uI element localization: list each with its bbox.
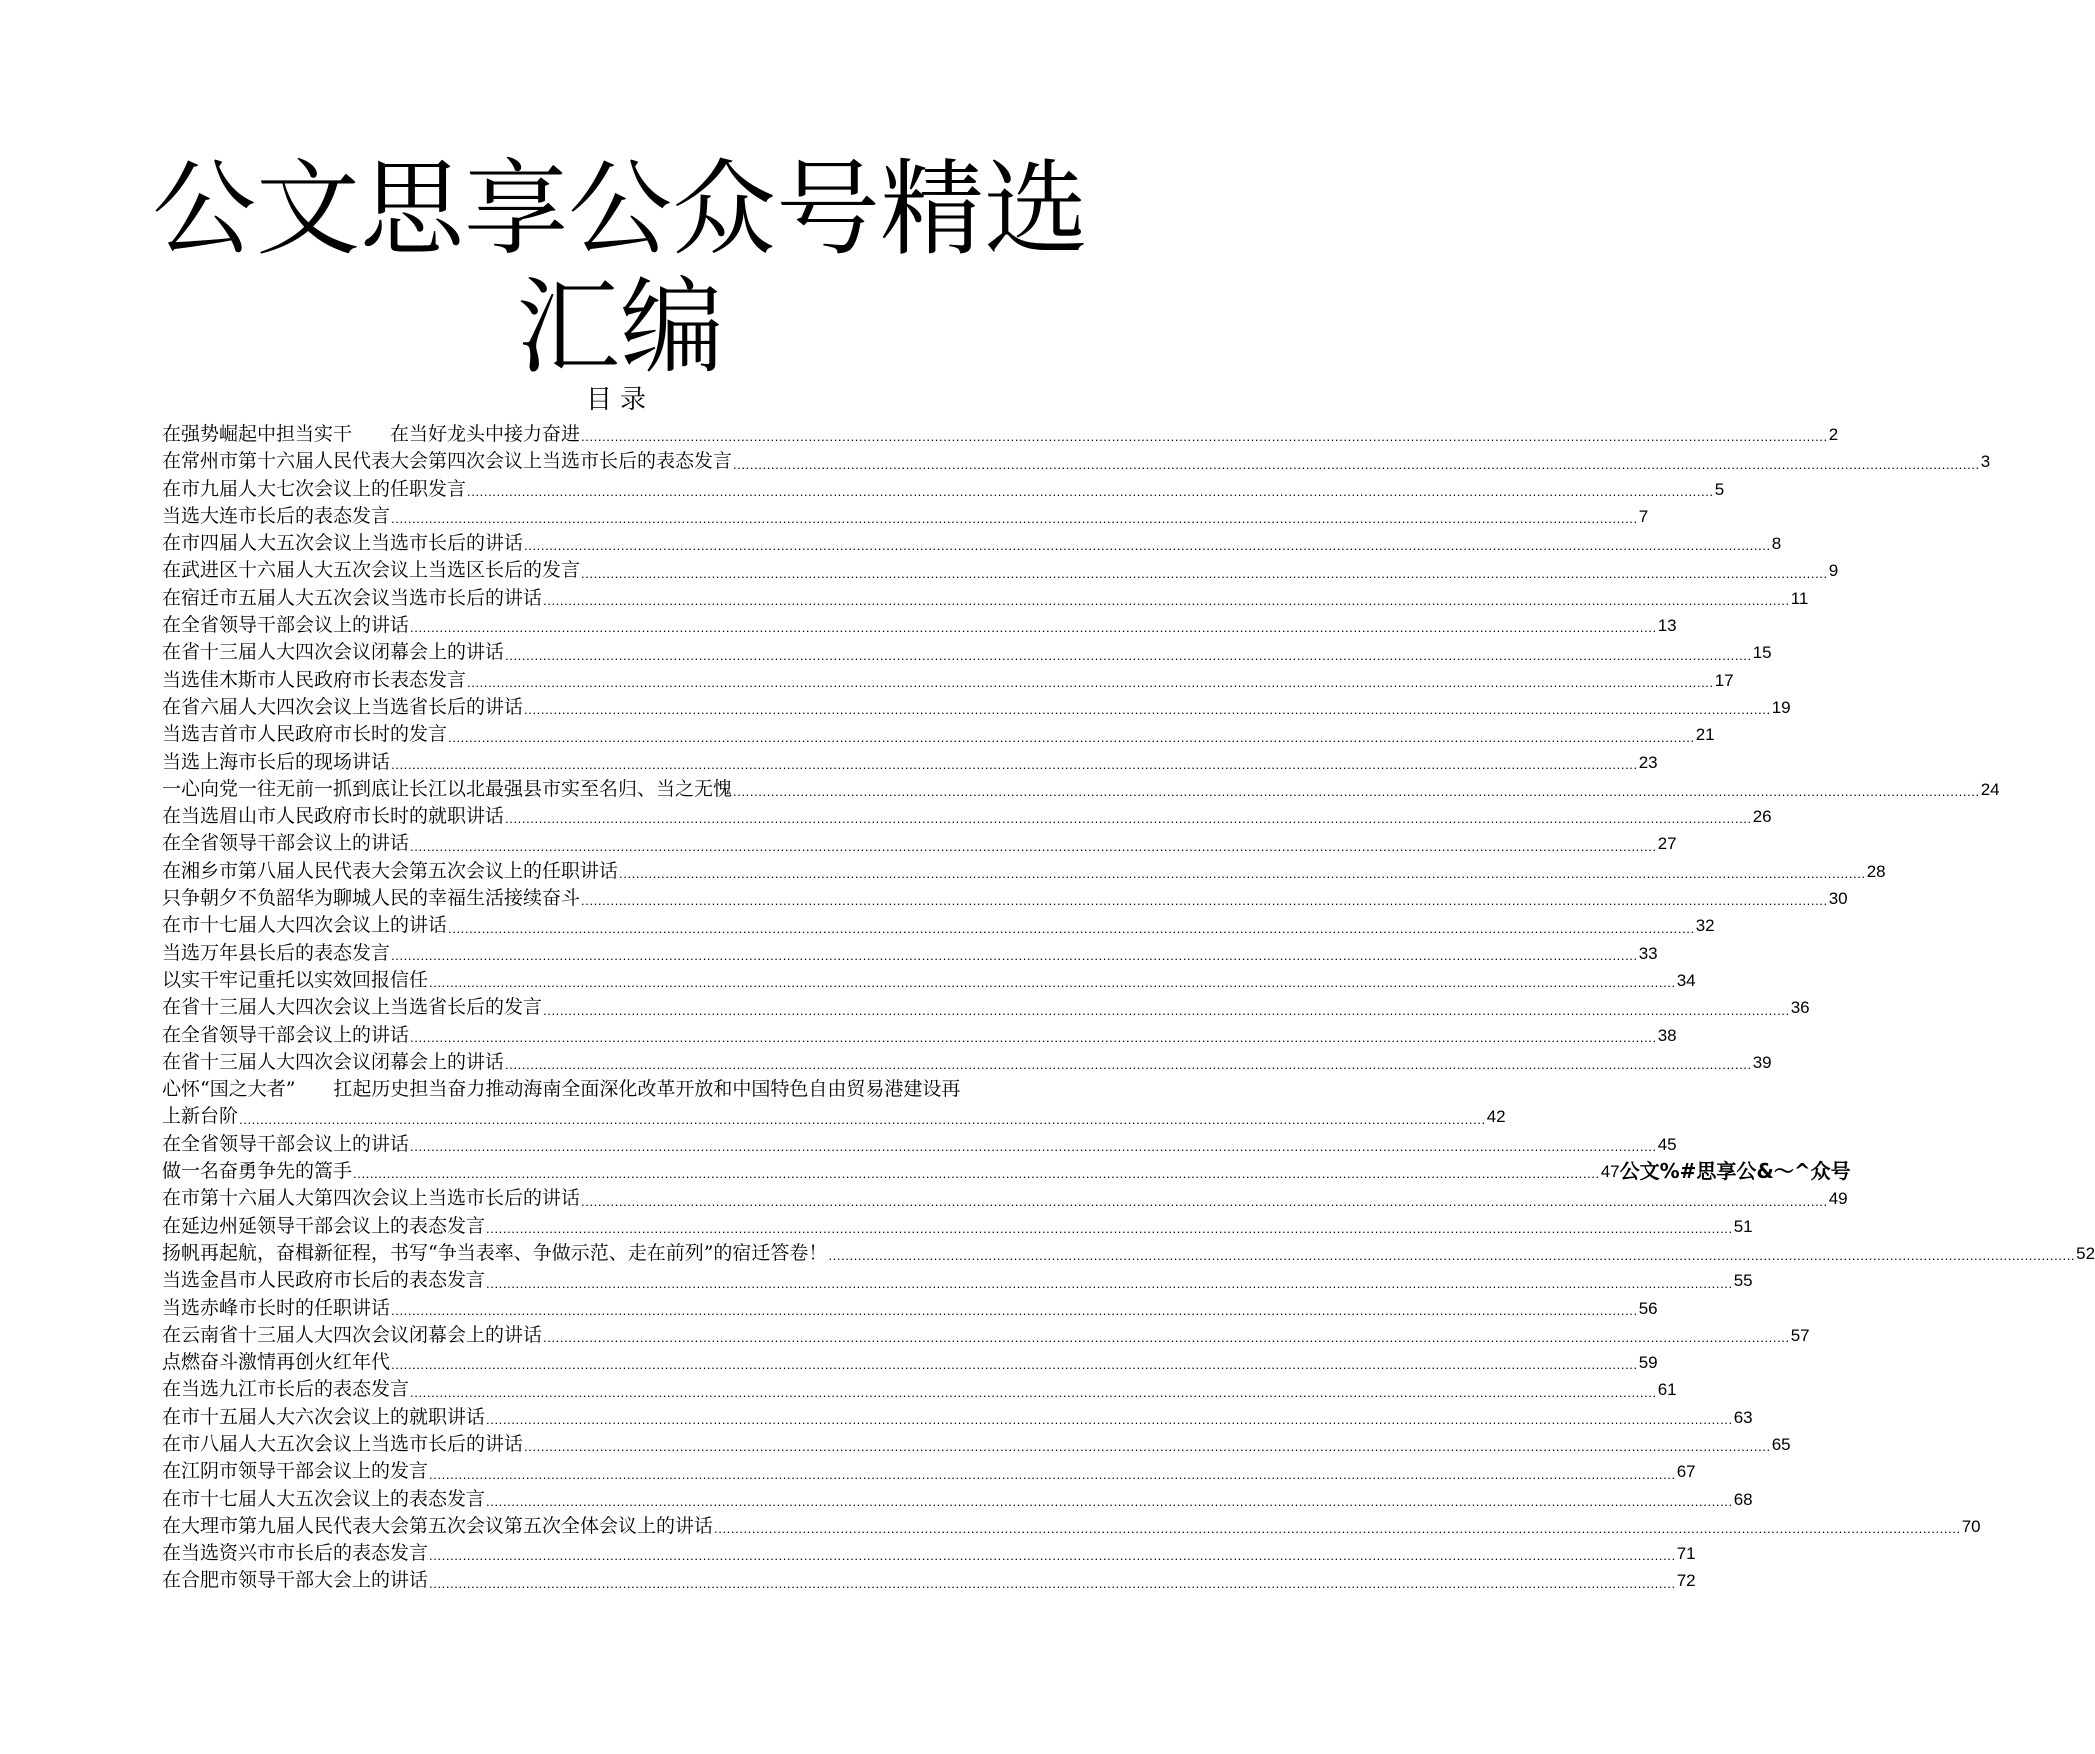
toc-leader-dots — [485, 1491, 1734, 1513]
toc-entry-title: 在市十五届人大六次会议上的就职讲话 — [162, 1405, 486, 1428]
toc-entry[interactable] — [162, 1295, 1658, 1322]
toc-entry-title: 在省六届人大四次会议上当选省长后的讲话 — [162, 695, 524, 718]
toc-entry-page: 65 — [1771, 1434, 1791, 1454]
toc-entry-title: 在省十三届人大四次会议上当选省长后的发言 — [162, 996, 543, 1019]
toc-entry[interactable] — [162, 1376, 1677, 1403]
toc-entry-title: 在市十七届人大四次会议上的讲话 — [162, 914, 448, 937]
toc-leader-dots — [390, 754, 1639, 776]
toc-entry-page: 7 — [1638, 506, 1649, 526]
toc-entry-page: 21 — [1695, 725, 1715, 745]
toc-entry-title: 当选吉首市人民政府市长时的发言 — [162, 723, 448, 746]
toc-entry-title: 在强势崛起中担当实干 在当好龙头中接力奋进 — [162, 423, 581, 445]
toc-leader-dots — [409, 1382, 1658, 1404]
toc-leader-dots — [447, 918, 1696, 940]
toc-entry-title: 心怀“国之大者” 扛起历史担当奋力推动海南全面深化改革开放和中国特色自由贸易港建设再 — [162, 1078, 961, 1101]
toc-entry-title: 在大理市第九届人民代表大会第五次会议第五次全体会议上的讲话 — [162, 1514, 714, 1537]
toc-entry[interactable] — [162, 503, 1649, 530]
toc-entry-title: 在延边州延领导干部会议上的表态发言 — [162, 1214, 486, 1237]
toc-entry-page: 70 — [1961, 1516, 1981, 1536]
toc-leader-dots — [428, 1573, 1677, 1595]
toc-entry[interactable] — [162, 830, 1677, 857]
toc-leader-dots — [827, 1245, 2076, 1267]
toc-entry-title: 当选万年县长后的表态发言 — [162, 941, 391, 964]
toc-leader-dots — [409, 836, 1658, 858]
toc-leader-dots — [485, 1273, 1734, 1295]
toc-entry[interactable] — [162, 1049, 1772, 1076]
toc-leader-dots — [428, 1464, 1677, 1486]
toc-entry[interactable] — [162, 749, 1658, 776]
toc-entry-page: 51 — [1733, 1216, 1753, 1236]
toc-entry[interactable] — [162, 940, 1658, 967]
toc-entry[interactable] — [162, 1131, 1677, 1158]
toc-entry-title: 在市第十六届人大第四次会议上当选市长后的讲话 — [162, 1187, 581, 1210]
toc-leader-dots — [485, 1409, 1734, 1431]
toc-entry-page: 15 — [1752, 643, 1772, 663]
toc-entry-page: 38 — [1657, 1025, 1677, 1045]
toc-entry[interactable] — [162, 994, 1810, 1021]
toc-entry-page: 56 — [1638, 1298, 1658, 1318]
toc-entry-title: 在市十七届人大五次会议上的表态发言 — [162, 1487, 486, 1510]
toc-entry-title: 在市八届人大五次会议上当选市长后的讲话 — [162, 1432, 524, 1455]
toc-entry-title: 当选佳木斯市人民政府市长表态发言 — [162, 668, 467, 691]
toc-entry[interactable] — [162, 967, 1696, 994]
toc-entry[interactable] — [162, 530, 1782, 557]
toc-entry-page: 68 — [1733, 1489, 1753, 1509]
toc-entry[interactable] — [162, 1431, 1791, 1458]
toc-entry-page: 49 — [1828, 1189, 1848, 1209]
toc-leader-dots — [542, 1000, 1791, 1022]
toc-entry[interactable] — [162, 557, 1839, 584]
toc-entry[interactable] — [162, 858, 1886, 885]
toc-leader-dots — [390, 508, 1639, 530]
toc-entry[interactable] — [162, 885, 1848, 912]
toc-entry[interactable] — [162, 476, 1725, 503]
toc-entry-page: 52 — [2076, 1243, 2095, 1263]
toc-entry[interactable] — [162, 585, 1809, 612]
toc-entry-page: 11 — [1790, 588, 1809, 608]
toc-leader-dots — [713, 1518, 1962, 1540]
toc-entry[interactable] — [162, 1486, 1753, 1513]
toc-entry[interactable] — [162, 721, 1715, 748]
toc-leader-dots — [580, 426, 1829, 448]
toc-entry[interactable] — [162, 1322, 1810, 1349]
toc-entry-page: 27 — [1657, 834, 1677, 854]
toc-entry[interactable] — [162, 667, 1734, 694]
toc-entry-title: 在云南省十三届人大四次会议闭幕会上的讲话 — [162, 1323, 543, 1346]
toc-leader-dots — [580, 563, 1829, 585]
toc-entry-title: 一心向党一往无前一抓到底让长江以北最强县市实至名归、当之无愧 — [162, 777, 733, 800]
toc-entry-page: 2 — [1828, 425, 1839, 444]
toc-entry-title: 在市九届人大七次会议上的任职发言 — [162, 477, 467, 500]
toc-entry-page: 45 — [1657, 1134, 1677, 1154]
toc-leader-dots — [542, 1327, 1791, 1349]
toc-entry[interactable] — [162, 1349, 1658, 1376]
toc-heading: 目录 — [585, 385, 654, 415]
toc-entry[interactable] — [162, 1240, 2095, 1267]
toc-entry-title: 在江阴市领导干部会议上的发言 — [162, 1460, 429, 1483]
toc-leader-dots — [732, 781, 1981, 803]
toc-entry-page: 9 — [1828, 561, 1839, 581]
toc-entry[interactable] — [162, 1567, 1696, 1594]
toc-entry-title: 在当选眉山市人民政府市长时的就职讲话 — [162, 805, 505, 828]
toc-entry-title: 在省十三届人大四次会议闭幕会上的讲话 — [162, 641, 505, 664]
toc-leader-dots — [523, 699, 1772, 721]
toc-entry-title: 在湘乡市第八届人民代表大会第五次会议上的任职讲话 — [162, 859, 619, 882]
toc-entry[interactable] — [162, 421, 1839, 448]
document-title: 公文思享公众号精选汇编 — [151, 148, 1088, 388]
toc-entry[interactable] — [162, 912, 1715, 939]
toc-entry-page: 24 — [1980, 779, 2000, 799]
toc-entry[interactable] — [162, 1022, 1677, 1049]
toc-entry-page: 36 — [1790, 998, 1810, 1018]
toc-entry-page: 23 — [1638, 752, 1658, 772]
toc-leader-dots — [504, 808, 1753, 830]
toc-entry-page: 59 — [1638, 1353, 1658, 1373]
toc-entry-page: 5 — [1714, 479, 1725, 499]
toc-entry-title: 在省十三届人大四次会议闭幕会上的讲话 — [162, 1050, 505, 1073]
toc-entry[interactable] — [162, 639, 1772, 666]
toc-entry-title: 以实干牢记重托以实效回报信任 — [162, 968, 429, 991]
toc-entry-page: 61 — [1657, 1380, 1677, 1400]
inline-watermark-text: 公文%#思享公&～^众号 — [1619, 1159, 1851, 1184]
toc-entry-title: 只争朝夕不负韶华为聊城人民的幸福生活接续奋斗 — [162, 887, 581, 910]
toc-entry-title: 当选赤峰市长时的任职讲话 — [162, 1296, 391, 1319]
toc-entry-page: 72 — [1676, 1571, 1696, 1591]
toc-entry[interactable] — [162, 1540, 1696, 1567]
toc-leader-dots — [409, 1136, 1658, 1158]
toc-leader-dots — [428, 972, 1677, 994]
toc-entry-page: 13 — [1657, 616, 1677, 636]
toc-entry-title: 在全省领导干部会议上的讲话 — [162, 832, 410, 855]
toc-entry-title: 扬帆再起航，奋楫新征程，书写“争当表率、争做示范、走在前列”的宿迁答卷！ — [162, 1241, 828, 1264]
toc-entry-page: 67 — [1676, 1462, 1696, 1482]
toc-entry[interactable] — [162, 448, 1991, 475]
toc-entry-page: 32 — [1695, 916, 1715, 936]
toc-leader-dots — [580, 890, 1829, 912]
toc-leader-dots — [504, 1054, 1753, 1076]
toc-entry-page: 34 — [1676, 970, 1696, 990]
toc-leader-dots — [238, 1109, 1487, 1131]
toc-entry-page: 57 — [1790, 1325, 1810, 1345]
toc-leader-dots — [390, 945, 1639, 967]
toc-entry-title: 当选金昌市人民政府市长后的表态发言 — [162, 1269, 486, 1292]
toc-leader-dots — [504, 645, 1753, 667]
toc-entry[interactable] — [162, 1267, 1753, 1294]
toc-entry[interactable] — [162, 1185, 1848, 1212]
toc-entry-page: 30 — [1828, 889, 1848, 909]
toc-entry[interactable] — [162, 612, 1677, 639]
toc-entry-page: 47 — [1600, 1162, 1620, 1182]
toc-entry[interactable] — [162, 803, 1772, 830]
toc-leader-dots — [409, 1027, 1658, 1049]
toc-entry-page: 42 — [1486, 1107, 1506, 1127]
toc-leader-dots — [390, 1300, 1639, 1322]
toc-entry[interactable] — [162, 694, 1791, 721]
toc-leader-dots — [485, 1218, 1734, 1240]
toc-entry-title: 在全省领导干部会议上的讲话 — [162, 1132, 410, 1155]
toc-leader-dots — [409, 617, 1658, 639]
toc-entry[interactable] — [162, 1513, 1981, 1540]
toc-entry-title: 在全省领导干部会议上的讲话 — [162, 1023, 410, 1046]
toc-entry-title: 当选上海市长后的现场讲话 — [162, 750, 391, 773]
toc-entry-page: 71 — [1676, 1544, 1696, 1564]
toc-entry-page: 8 — [1771, 534, 1782, 554]
toc-entry-page: 19 — [1771, 697, 1791, 717]
toc-entry-title: 在武进区十六届人大五次会议上当选区长后的发言 — [162, 559, 581, 582]
toc-leader-dots — [428, 1545, 1677, 1567]
toc-entry-page: 26 — [1752, 807, 1772, 827]
toc-entry-title: 在全省领导干部会议上的讲话 — [162, 614, 410, 637]
toc-entry-title: 在市四届人大五次会议上当选市长后的讲话 — [162, 532, 524, 555]
toc-leader-dots — [523, 1436, 1772, 1458]
toc-entry[interactable] — [162, 1458, 1696, 1485]
toc-leader-dots — [390, 1354, 1639, 1376]
toc-entry-page: 33 — [1638, 943, 1658, 963]
toc-leader-dots — [523, 535, 1772, 557]
toc-leader-dots — [466, 672, 1715, 694]
toc-entry-title: 做一名奋勇争先的篙手 — [162, 1160, 353, 1183]
toc-entry[interactable] — [162, 1213, 1753, 1240]
toc-leader-dots — [618, 863, 1867, 885]
toc-entry-title: 在当选资兴市市长后的表态发言 — [162, 1542, 429, 1565]
toc-entry-wrapped[interactable] — [162, 1076, 1506, 1131]
toc-entry-title: 在常州市第十六届人民代表大会第四次会议上当选市长后的表态发言 — [162, 450, 733, 473]
toc-entry[interactable] — [162, 1158, 1851, 1185]
toc-leader-dots — [542, 590, 1791, 612]
toc-entry-title: 在宿迁市五届人大五次会议当选市长后的讲话 — [162, 586, 543, 609]
toc-leader-dots — [580, 1191, 1829, 1213]
toc-entry-title: 当选大连市长后的表态发言 — [162, 504, 391, 527]
toc-entry-title: 在当选九江市长后的表态发言 — [162, 1378, 410, 1401]
toc-entry-page: 3 — [1980, 452, 1991, 472]
toc-entry-title: 点燃奋斗激情再创火红年代 — [162, 1351, 391, 1374]
toc-leader-dots — [732, 454, 1981, 476]
toc-entry-title-continued: 上新台阶 — [162, 1105, 239, 1128]
toc-entry-page: 39 — [1752, 1052, 1772, 1072]
toc-entry-title: 在合肥市领导干部大会上的讲话 — [162, 1569, 429, 1592]
toc-entry-page: 55 — [1733, 1271, 1753, 1291]
toc-entry[interactable] — [162, 1404, 1753, 1431]
toc-leader-dots — [466, 481, 1715, 503]
toc-entry-page: 28 — [1866, 861, 1886, 881]
toc-entry-page: 63 — [1733, 1407, 1753, 1427]
toc-entry-page: 17 — [1714, 670, 1734, 690]
toc-entry[interactable] — [162, 776, 2000, 803]
toc-leader-dots — [352, 1163, 1601, 1185]
toc-leader-dots — [447, 727, 1696, 749]
table-of-contents — [162, 421, 2095, 1595]
